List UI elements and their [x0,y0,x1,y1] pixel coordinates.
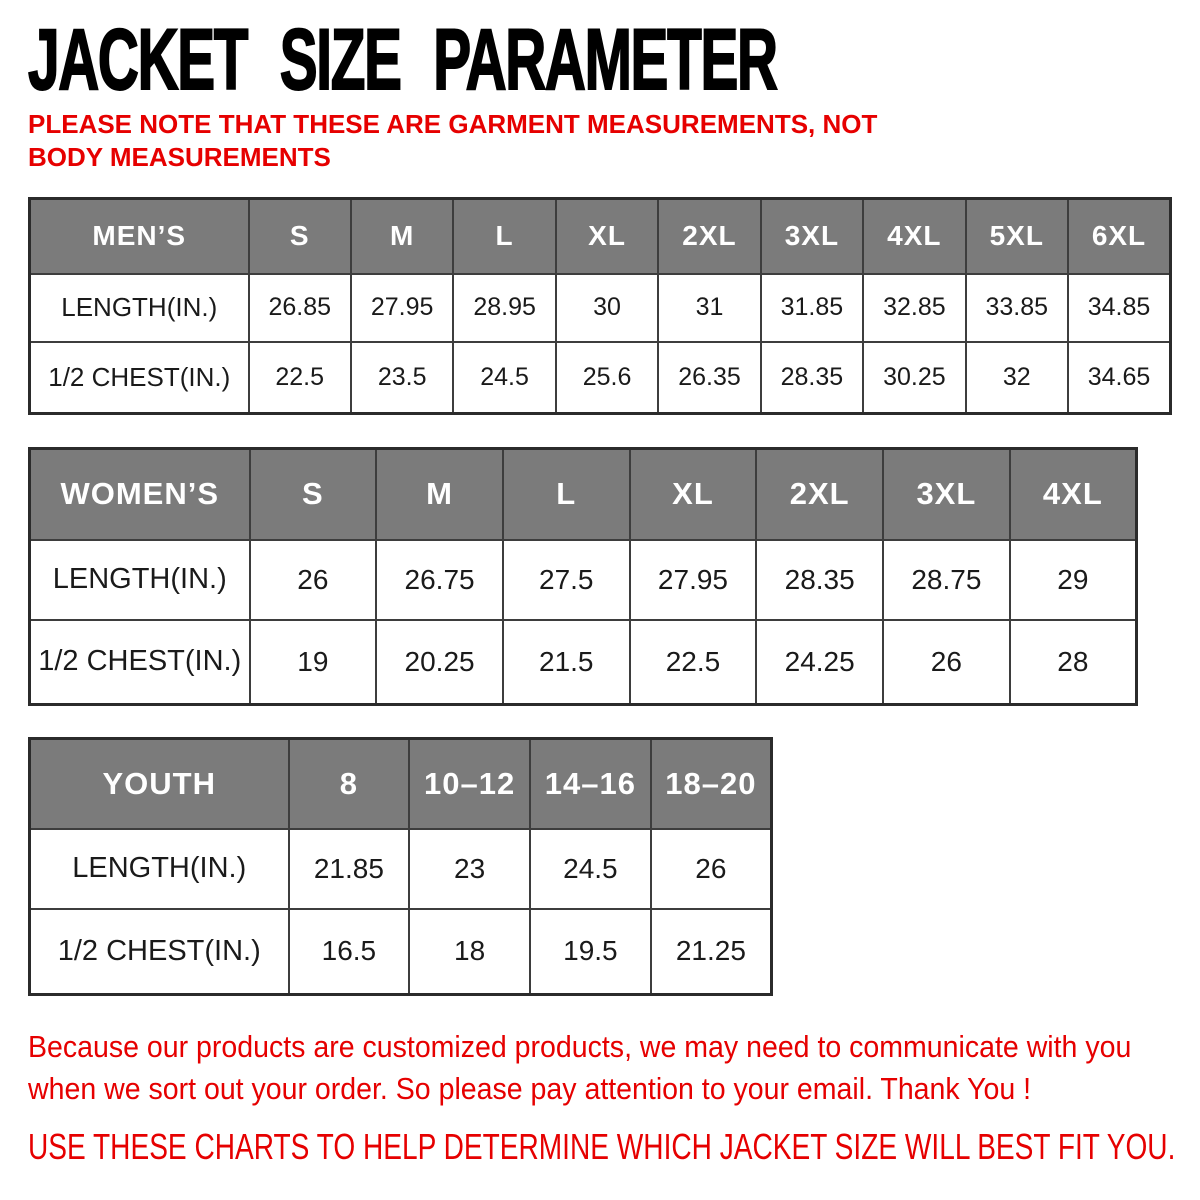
value-cell: 34.65 [1068,342,1171,414]
womens-table-title: WOMEN’S [30,449,250,540]
youth-size-table [28,737,773,996]
value-cell: 29 [1010,540,1137,620]
value-cell: 26.75 [376,540,503,620]
value-cell: 28.35 [756,540,883,620]
womens-size-table [28,447,1138,706]
value-cell: 34.85 [1068,274,1171,342]
value-cell: 27.95 [630,540,757,620]
mens-size-header: M [351,199,453,274]
womens-size-header: 4XL [1010,449,1137,540]
page-title: JACKET SIZE PARAMETER [28,12,777,108]
womens-size-header: 3XL [883,449,1010,540]
womens-size-header: L [503,449,630,540]
value-cell: 31.85 [761,274,863,342]
row-label: LENGTH(IN.) [30,829,289,909]
youth-size-header: 14–16 [530,739,651,829]
youth-size-header: 10–12 [409,739,530,829]
mens-size-header: 5XL [966,199,1068,274]
mens-header-row [30,199,1171,274]
value-cell: 26 [883,620,1010,705]
value-cell: 24.5 [453,342,555,414]
womens-length-row [30,540,1137,620]
value-cell: 19 [250,620,377,705]
mens-size-header: 4XL [863,199,965,274]
youth-chest-row [30,909,772,995]
value-cell: 28.95 [453,274,555,342]
value-cell: 23.5 [351,342,453,414]
youth-size-header: 8 [289,739,410,829]
value-cell: 23 [409,829,530,909]
womens-header-row [30,449,1137,540]
womens-size-header: 2XL [756,449,883,540]
value-cell: 28.35 [761,342,863,414]
row-label: LENGTH(IN.) [30,540,250,620]
value-cell: 21.25 [651,909,772,995]
customization-notice: Because our products are customized products, we may need to communicate with you when we sort out your order. So please pay attention to your email. Thank You ! [28,1029,1132,1107]
value-cell: 21.5 [503,620,630,705]
value-cell: 27.5 [503,540,630,620]
mens-size-header: 2XL [658,199,760,274]
mens-size-header: 3XL [761,199,863,274]
womens-size-header: XL [630,449,757,540]
value-cell: 28.75 [883,540,1010,620]
value-cell: 32.85 [863,274,965,342]
row-label: 1/2 CHEST(IN.) [30,909,289,995]
mens-size-header: 6XL [1068,199,1171,274]
value-cell: 32 [966,342,1068,414]
womens-chest-row [30,620,1137,705]
womens-size-header: M [376,449,503,540]
value-cell: 26.85 [249,274,351,342]
value-cell: 19.5 [530,909,651,995]
chart-usage-note: USE THESE CHARTS TO HELP DETERMINE WHICH JACKET SIZE WILL BEST FIT YOU. [28,1126,1176,1167]
mens-length-row [30,274,1171,342]
value-cell: 26.35 [658,342,760,414]
value-cell: 31 [658,274,760,342]
value-cell: 33.85 [966,274,1068,342]
mens-size-header: XL [556,199,658,274]
womens-size-header: S [250,449,377,540]
mens-size-header: L [453,199,555,274]
value-cell: 21.85 [289,829,410,909]
youth-table-title: YOUTH [30,739,289,829]
youth-length-row [30,829,772,909]
mens-table-title: MEN’S [30,199,249,274]
value-cell: 28 [1010,620,1137,705]
value-cell: 26 [250,540,377,620]
value-cell: 20.25 [376,620,503,705]
row-label: 1/2 CHEST(IN.) [30,620,250,705]
youth-header-row [30,739,772,829]
value-cell: 26 [651,829,772,909]
value-cell: 30.25 [863,342,965,414]
row-label: 1/2 CHEST(IN.) [30,342,249,414]
row-label: LENGTH(IN.) [30,274,249,342]
value-cell: 24.25 [756,620,883,705]
value-cell: 22.5 [249,342,351,414]
value-cell: 27.95 [351,274,453,342]
value-cell: 22.5 [630,620,757,705]
mens-chest-row [30,342,1171,414]
measurement-note: PLEASE NOTE THAT THESE ARE GARMENT MEASUREMENTS, NOT BODY MEASUREMENTS [28,109,878,172]
value-cell: 24.5 [530,829,651,909]
youth-size-header: 18–20 [651,739,772,829]
value-cell: 18 [409,909,530,995]
value-cell: 30 [556,274,658,342]
mens-size-header: S [249,199,351,274]
value-cell: 16.5 [289,909,410,995]
mens-size-table [28,197,1172,415]
value-cell: 25.6 [556,342,658,414]
